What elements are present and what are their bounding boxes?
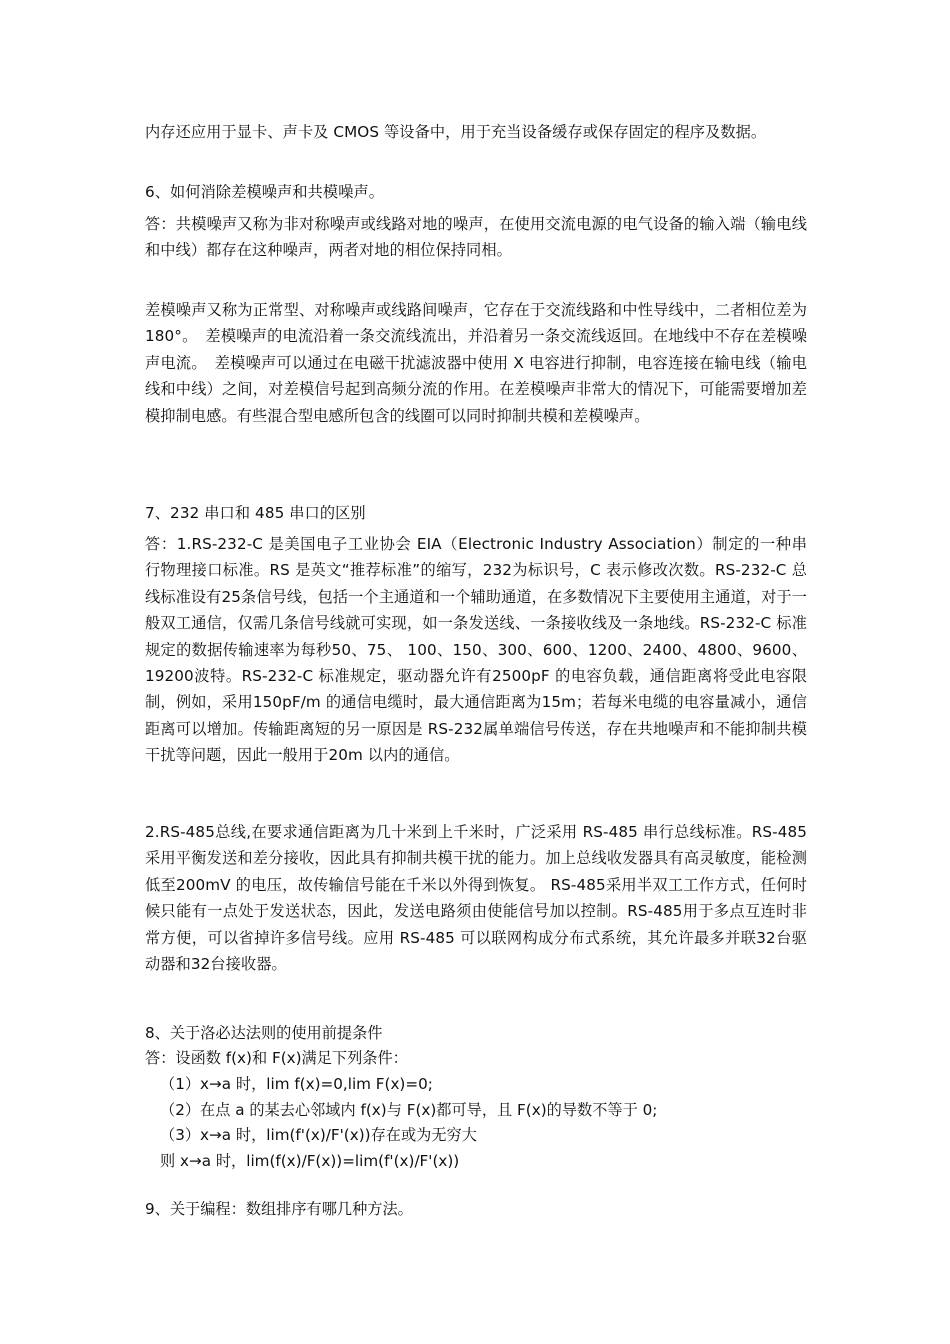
- q8-condition-3: （3）x→a 时，lim(f'(x)/F'(x))存在或为无穷大: [160, 1126, 477, 1144]
- q9-title: 9、关于编程：数组排序有哪几种方法。: [145, 1200, 413, 1218]
- q6-answer-paragraph-1: 答：共模噪声又称为非对称噪声或线路对地的噪声，在使用交流电源的电气设备的输入端（输电线和中线）都存在这种噪声，两者对地的相位保持同相。: [145, 215, 807, 260]
- q7-answer-paragraph-1: 答：1.RS-232-C 是美国电子工业协会 EIA（Electronic Industry Association）制定的一种串行物理接口标准。RS 是英文“推荐标准”的缩写，232为标识号，C 表示修改次数。RS-232-C 总线标准设有25条信号线，包括一个主通道和一个辅助通道，在多数情况下主要使用主通道，对于一般双工通信，仅需几条信号线就可实现，如一条发送线、一条接收线及一条地线。RS-232-C 标准规定的数据传输速率为每秒50、75、 100、150、300、600、1200、2400、4800、9600、19200波特。RS-232-C 标准规定，驱动器允许有2500pF 的电容负载，通信距离将受此电容限制，例如，采用150pF/m 的通信电缆时，最大通信距离为15m；若每米电缆的电容量减小，通信距离可以增加。传输距离短的另一原因是 RS-232属单端信号传送，存在共地噪声和不能抑制共模干扰等问题，因此一般用于20m 以内的通信。: [145, 535, 807, 765]
- q6-title: 6、如何消除差模噪声和共模噪声。: [145, 183, 385, 201]
- q8-condition-1: （1）x→a 时，lim f(x)=0,lim F(x)=0;: [160, 1075, 433, 1093]
- q7-title: 7、232 串口和 485 串口的区别: [145, 504, 366, 522]
- q8-title: 8、关于洛必达法则的使用前提条件: [145, 1024, 383, 1042]
- q8-condition-2: （2）在点 a 的某去心邻域内 f(x)与 F(x)都可导，且 F(x)的导数不等于 0;: [160, 1101, 658, 1119]
- q7-answer-paragraph-2: 2.RS-485总线,在要求通信距离为几十米到上千米时，广泛采用 RS-485 串行总线标准。RS-485采用平衡发送和差分接收，因此具有抑制共模干扰的能力。加上总线收发器具有高灵敏度，能检测低至200mV 的电压，故传输信号能在千米以外得到恢复。 RS-485采用半双工工作方式，任何时候只能有一点处于发送状态，因此，发送电路须由使能信号加以控制。RS-485用于多点互连时非常方便，可以省掉许多信号线。应用 RS-485 可以联网构成分布式系统，其允许最多并联32台驱动器和32台接收器。: [145, 823, 807, 974]
- q6-answer-paragraph-2: 差模噪声又称为正常型、对称噪声或线路间噪声，它存在于交流线路和中性导线中，二者相位差为180°。 差模噪声的电流沿着一条交流线流出，并沿着另一条交流线返回。在地线中不存在差模噪声电流。 差模噪声可以通过在电磁干扰滤波器中使用 X 电容进行抑制，电容连接在输电线（输电线和中线）之间，对差模信号起到高频分流的作用。在差模噪声非常大的情况下，可能需要增加差模抑制电感。有些混合型电感所包含的线圈可以同时抑制共模和差模噪声。: [145, 301, 807, 425]
- intro-paragraph: 内存还应用于显卡、声卡及 CMOS 等设备中，用于充当设备缓存或保存固定的程序及数据。: [145, 123, 767, 141]
- q8-conclusion: 则 x→a 时，lim(f(x)/F(x))=lim(f'(x)/F'(x)): [160, 1152, 460, 1170]
- q8-answer-intro: 答：设函数 f(x)和 F(x)满足下列条件：: [145, 1049, 408, 1067]
